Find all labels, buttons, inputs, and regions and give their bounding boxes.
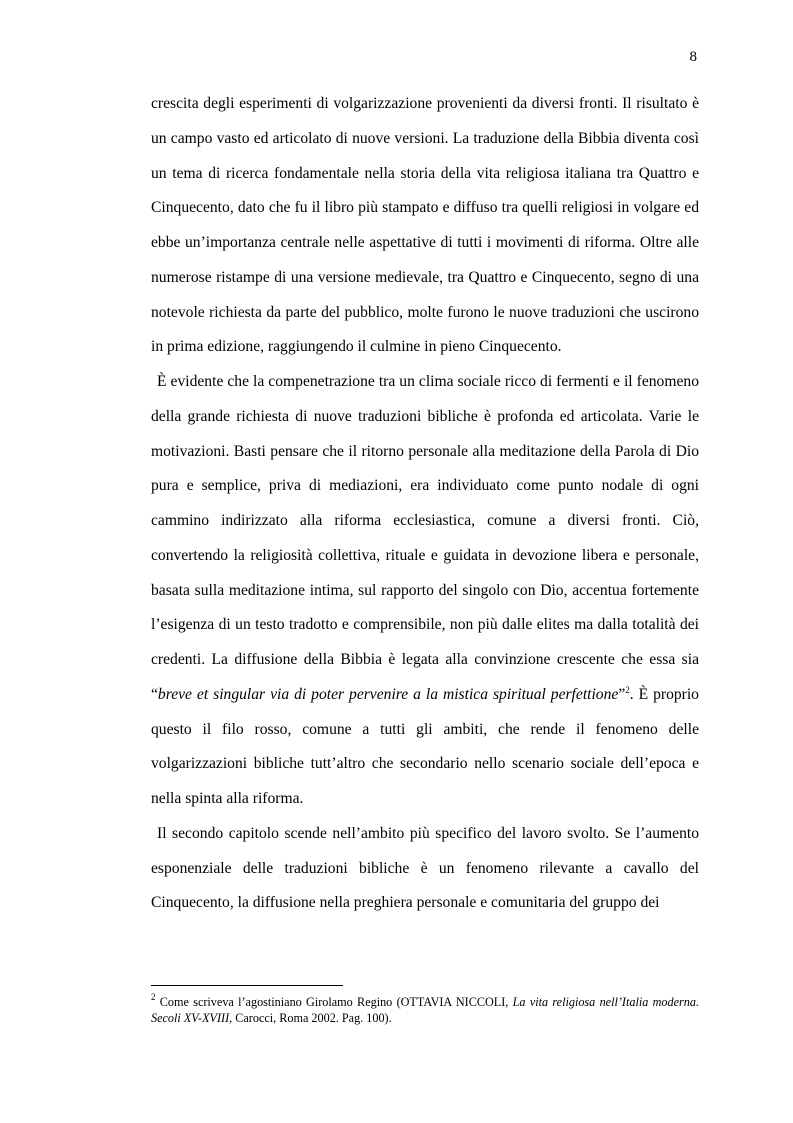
- footnote-text-before: Come scriveva l’agostiniano Girolamo Regino (OTTAVIA NICCOLI,: [155, 995, 513, 1009]
- footnote-reference[interactable]: 2: [625, 684, 630, 695]
- paragraph-1: crescita degli esperimenti di volgarizzazione provenienti da diversi fronti. Il risultato è un campo vasto ed articolato di nuove versioni. La traduzione della Bibbia diventa così un tema di ricerca fondamentale nella storia della vita religiosa italiana tra Quattro e Cinquecento, dato che fu il libro più stampato e diffuso tra quelli religiosi in volgare ed ebbe un’importanza centrale nelle aspettative di tutti i movimenti di riforma. Oltre alle numerose ristampe di una versione medievale, tra Quattro e Cinquecento, segno di una notevole richiesta da parte del pubblico, molte furono le nuove traduzioni che uscirono in prima edizione, raggiungendo il culmine in pieno Cinquecento.: [151, 95, 699, 356]
- quotation-italic: breve et singular via di poter pervenire a la mistica spiritual perfettione: [157, 685, 619, 703]
- footnote: [151, 994, 699, 1026]
- footnote-number: 2: [151, 992, 156, 1002]
- page-number: 8: [689, 49, 697, 65]
- footnote-separator: [151, 985, 343, 986]
- footnote-text-after: Carocci, Roma 2002. Pag. 100).: [232, 1011, 392, 1025]
- footnote-title-italic: La vita religiosa nell’Italia moderna. Secoli XV-XVIII,: [151, 995, 699, 1025]
- paragraph-2-text-before: È evidente che la compenetrazione tra un clima sociale ricco di fermenti e il fenomeno della grande richiesta di nuove traduzioni bibliche è profonda ed articolata. Varie le motivazioni. Basti pensare che il ritorno personale alla meditazione della Parola di Dio pura e semplice, priva di mediazioni, era individuato come punto nodale di ogni cammino indirizzato alla riforma ecclesiastica, comune a diversi fronti. Ciò, convertendo la religiosità collettiva, rituale e guidata in devozione libera e personale, basata sulla meditazione intima, sul rapporto del singolo con Dio, accentua fortemente l’esigenza di un testo tradotto e comprensibile, non più dalle elites ma dalla totalità dei credenti. La diffusione della Bibbia è legata alla convinzione crescente che essa sia “: [151, 373, 699, 703]
- paragraph-2-text-after: . È proprio questo il filo rosso, comune a tutti gli ambiti, che rende il fenomeno delle volgarizzazioni bibliche tutt’altro che secondario nello scenario sociale dell’epoca e nella spinta alla riforma.: [151, 685, 699, 807]
- quotation-close-mark: ”: [618, 685, 626, 703]
- paragraph-2: [151, 365, 699, 817]
- body-text: [151, 87, 699, 921]
- paragraph-3: Il secondo capitolo scende nell’ambito più specifico del lavoro svolto. Se l’aumento esponenziale delle traduzioni bibliche è un fenomeno rilevante a cavallo del Cinquecento, la diffusione nella preghiera personale e comunitaria del gruppo dei: [151, 824, 699, 912]
